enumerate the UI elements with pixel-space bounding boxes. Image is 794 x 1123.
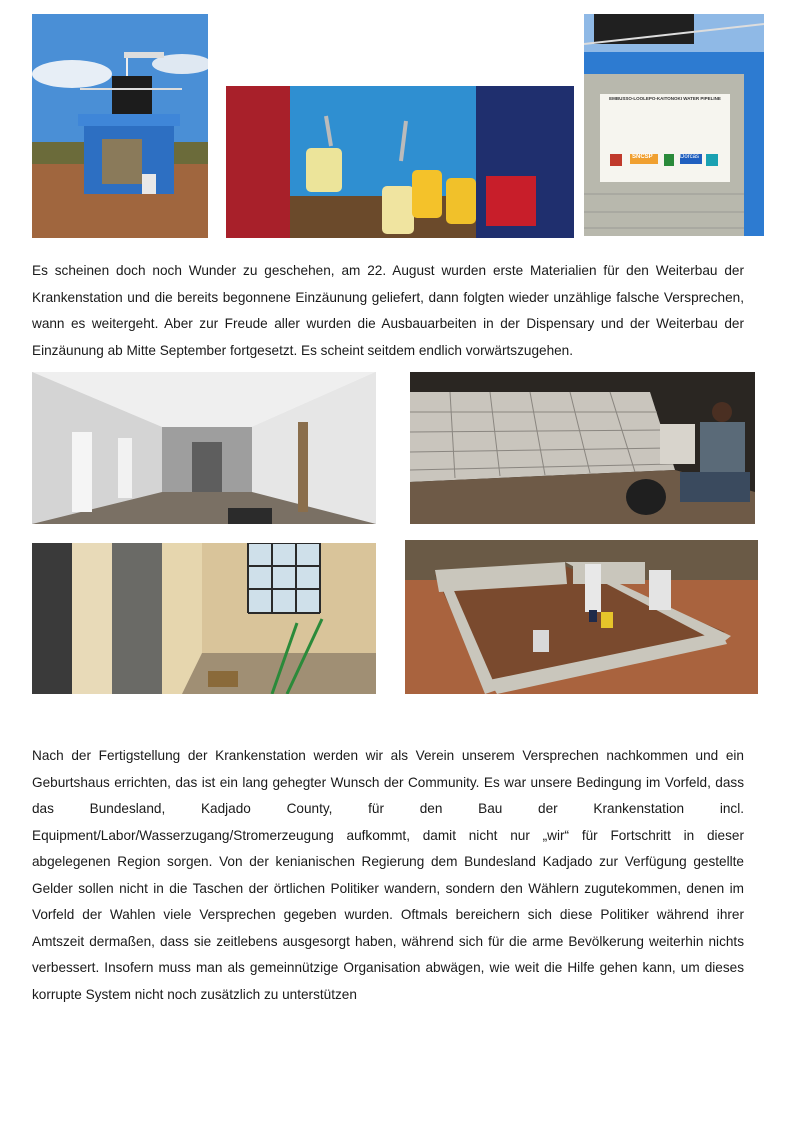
photo-foundation-blocks — [405, 540, 758, 694]
paragraph-birth-house: Nach der Fertigstellung der Krankenstation werden wir als Verein unserem Versprechen nachkommen und ein Geburtshaus errichten, das ist ein lang gehegter Wunsch der Community. Es war unsere Bedingung im Vorfeld, dass das Bundesland, Kadjado County, für den Bau der Krankenstation incl. Equipment/Labor/Wasserzugang/Stromerzeugung aufkommt, damit nicht nur „wir“ für Fortschritt in dieser abgelegenen Region sorgen. Von der kenianischen Regierung dem Bundesland Kadjado zur Verfügung gestellte Gelder sollen nicht in die Taschen der örtlichen Politiker wandern, sondern den Wählern zugutekommen, denen im Vorfeld der Wahlen viele Versprechen gegeben wurden. Oftmals bereichern sich diese Politiker während ihrer Amtszeit dermaßen, dass sie zeitlebens ausgesorgt haben, während sich für die arme Bevölkerung weiterhin nichts verbessert. Insofern muss man als gemeinnützige Organisation abwägen, wie weit die Hilfe gehen kann, um dieses korrupte System nicht noch zusätzlich zu unterstützen — [32, 748, 744, 1002]
plaque-logo-sncsp: SNCSP — [632, 154, 653, 160]
photo-tiling-floor — [410, 372, 755, 524]
paragraph-progress: Es scheinen doch noch Wunder zu geschehen, am 22. August wurden erste Materialien für den Weiterbau der Krankenstation und die bereits begonnene Einzäunung geliefert, dann folgten wieder unzählige falsche Versprechen, wann es weitergeht. Aber zur Freude aller wurden die Ausbauarbeiten in der Dispensary und der Weiterbau der Einzäunung ab Mitte September fortgesetzt. Es scheint seitdem endlich vorwärtszugehen. — [32, 263, 744, 358]
plaque-logo-dorcas: Dorcas — [680, 154, 700, 160]
plaque-title: EMBUSSO-LOOLEPO-KAITONOKI WATER PIPELINE — [609, 96, 721, 101]
photo-corridor — [32, 372, 376, 524]
photo-pipeline-plaque — [584, 14, 764, 236]
photo-room-window — [32, 543, 376, 694]
photo-water-taps — [226, 86, 574, 238]
photo-water-tower — [32, 14, 208, 238]
